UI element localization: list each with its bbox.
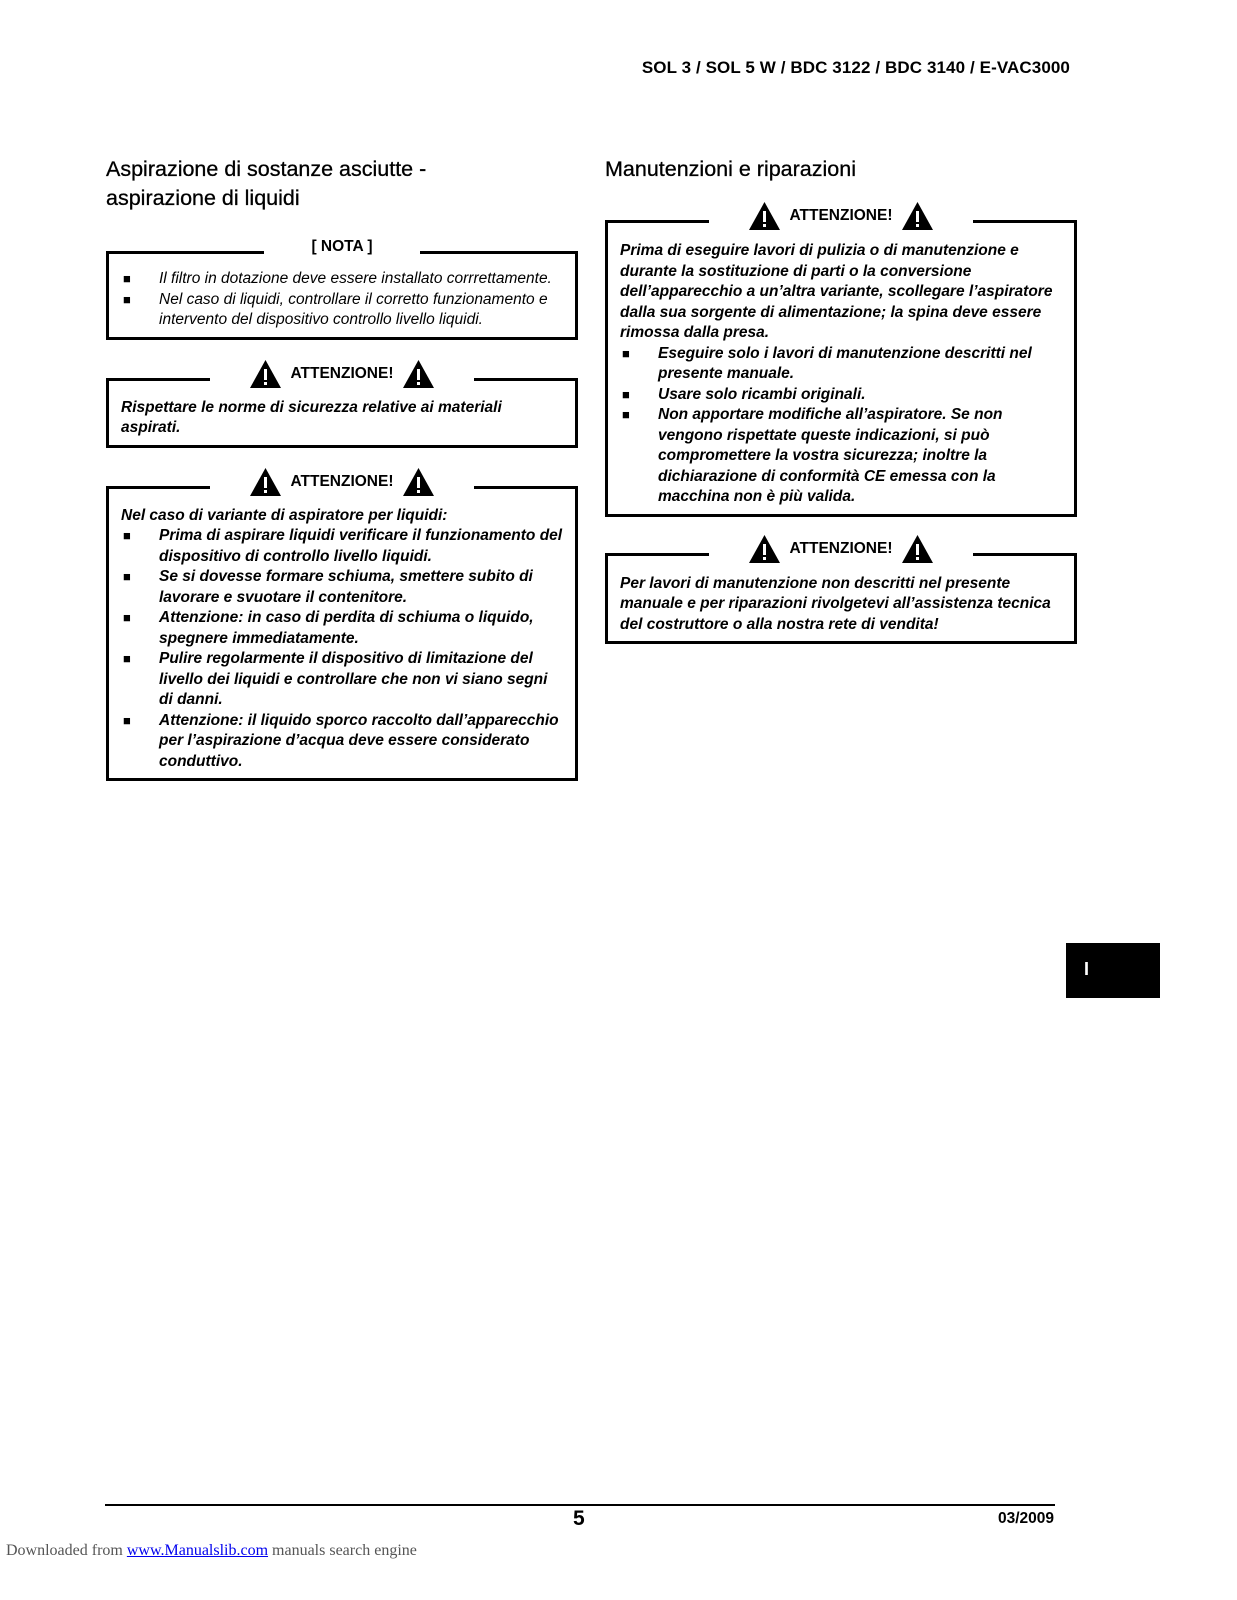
warning-box-materials (106, 364, 578, 448)
warning-label (109, 359, 575, 389)
right-column (605, 155, 1077, 644)
warning-list (620, 344, 1062, 508)
warning-box-liquids (106, 472, 578, 782)
list-item: ■ Non apportare modifiche all’aspiratore. Se non vengono rispettate queste indicazioni, si può compromettere la vostra sicurezza; inoltre la dichiarazione di conformità CE emessa con la macchina non è più valida. (622, 406, 1003, 505)
warning-triangle-icon (901, 534, 934, 564)
warning-label-text: ATTENZIONE! (290, 472, 394, 490)
nota-list (121, 267, 563, 331)
bullet-icon: ■ (123, 651, 131, 666)
section-title-manutenzioni: Manutenzioni e riparazioni (605, 157, 856, 181)
warning-triangle-icon (249, 359, 282, 389)
warning-label-text: ATTENZIONE! (290, 364, 394, 382)
download-notice (6, 1542, 417, 1560)
warning-triangle-icon (249, 467, 282, 497)
bullet-icon: ■ (123, 610, 131, 625)
warning-triangle-icon (748, 201, 781, 231)
list-item: ■ Nel caso di liquidi, controllare il corretto funzionamento e intervento del dispositivo controllo livello liquidi. (123, 290, 548, 328)
nota-box (106, 238, 578, 340)
bullet-icon: ■ (622, 407, 630, 422)
warning-box-service (605, 539, 1077, 645)
left-column (106, 155, 578, 781)
bullet-icon: ■ (622, 386, 630, 402)
warning-label-text: ATTENZIONE! (789, 207, 893, 224)
warning-list (121, 526, 563, 772)
title-line-2: aspirazione di liquidi (106, 186, 300, 210)
warning-text: Per lavori di manutenzione non descritti nel presente manuale e per riparazioni rivolgetevi all’assistenza tecnica del costruttore o alla nostra rete di vendita! (620, 574, 1051, 633)
warning-label (608, 534, 1074, 564)
list-item: ■ Usare solo ricambi originali. (620, 385, 1062, 406)
warning-box-maintenance (605, 207, 1077, 517)
warning-triangle-icon (901, 201, 934, 231)
section-title-aspirazione (106, 155, 578, 213)
list-item: ■ Attenzione: il liquido sporco raccolto dall’apparecchio per l’aspirazione d’acqua deve essere considerato conduttivo. (123, 711, 559, 770)
download-suffix: manuals search engine (268, 1542, 417, 1559)
warning-triangle-icon (748, 534, 781, 564)
bullet-icon: ■ (123, 712, 131, 728)
list-item: ■ Eseguire solo i lavori di manutenzione descritti nel presente manuale. (622, 344, 1032, 382)
list-item: ■ Prima di aspirare liquidi verificare il funzionamento del dispositivo di controllo livello liquidi. (123, 527, 563, 565)
bullet-icon: ■ (123, 271, 131, 286)
bullet-icon: ■ (123, 528, 131, 543)
warning-label (608, 201, 1074, 231)
page-number: 5 (573, 1507, 585, 1530)
language-tab-marker: I (1066, 943, 1160, 998)
warning-triangle-icon (402, 467, 435, 497)
warning-label-text: ATTENZIONE! (789, 539, 893, 557)
warning-text: Rispettare le norme di sicurezza relative ai materiali aspirati. (121, 398, 502, 436)
bullet-icon: ■ (123, 291, 131, 307)
header-model-list: SOL 3 / SOL 5 W / BDC 3122 / BDC 3140 / E-VAC3000 (641, 58, 1070, 77)
warning-triangle-icon (402, 359, 435, 389)
warning-intro: Prima di eseguire lavori di pulizia o di manutenzione e durante la sostituzione di parti o la conversione dell’apparecchio a un’altra variante, scollegare l’aspiratore dalla sua sorgente di alimentazione; la spina deve essere rimossa dalla presa. (620, 242, 1053, 341)
bullet-icon: ■ (123, 569, 131, 584)
list-item: ■ Se si dovesse formare schiuma, smettere subito di lavorare e svuotare il contenitore. (123, 568, 533, 606)
manualslib-link[interactable]: www.Manualslib.com (126, 1542, 269, 1559)
list-item: ■ Pulire regolarmente il dispositivo di limitazione del livello dei liquidi e controllare che non vi siano segni di danni. (123, 650, 548, 708)
nota-label: [ NOTA ] (311, 238, 373, 255)
footer-divider (105, 1504, 1055, 1506)
download-prefix: Downloaded from (6, 1542, 127, 1559)
bullet-icon: ■ (622, 345, 630, 361)
warning-intro: Nel caso di variante di aspiratore per liquidi: (121, 506, 448, 524)
list-item: ■ Attenzione: in caso di perdita di schiuma o liquido, spegnere immediatamente. (123, 609, 534, 647)
footer-date: 03/2009 (997, 1510, 1054, 1527)
warning-label (109, 467, 575, 497)
title-line-1: Aspirazione di sostanze asciutte - (106, 157, 427, 181)
list-item: ■ Il filtro in dotazione deve essere installato corrrettamente. (121, 269, 563, 290)
